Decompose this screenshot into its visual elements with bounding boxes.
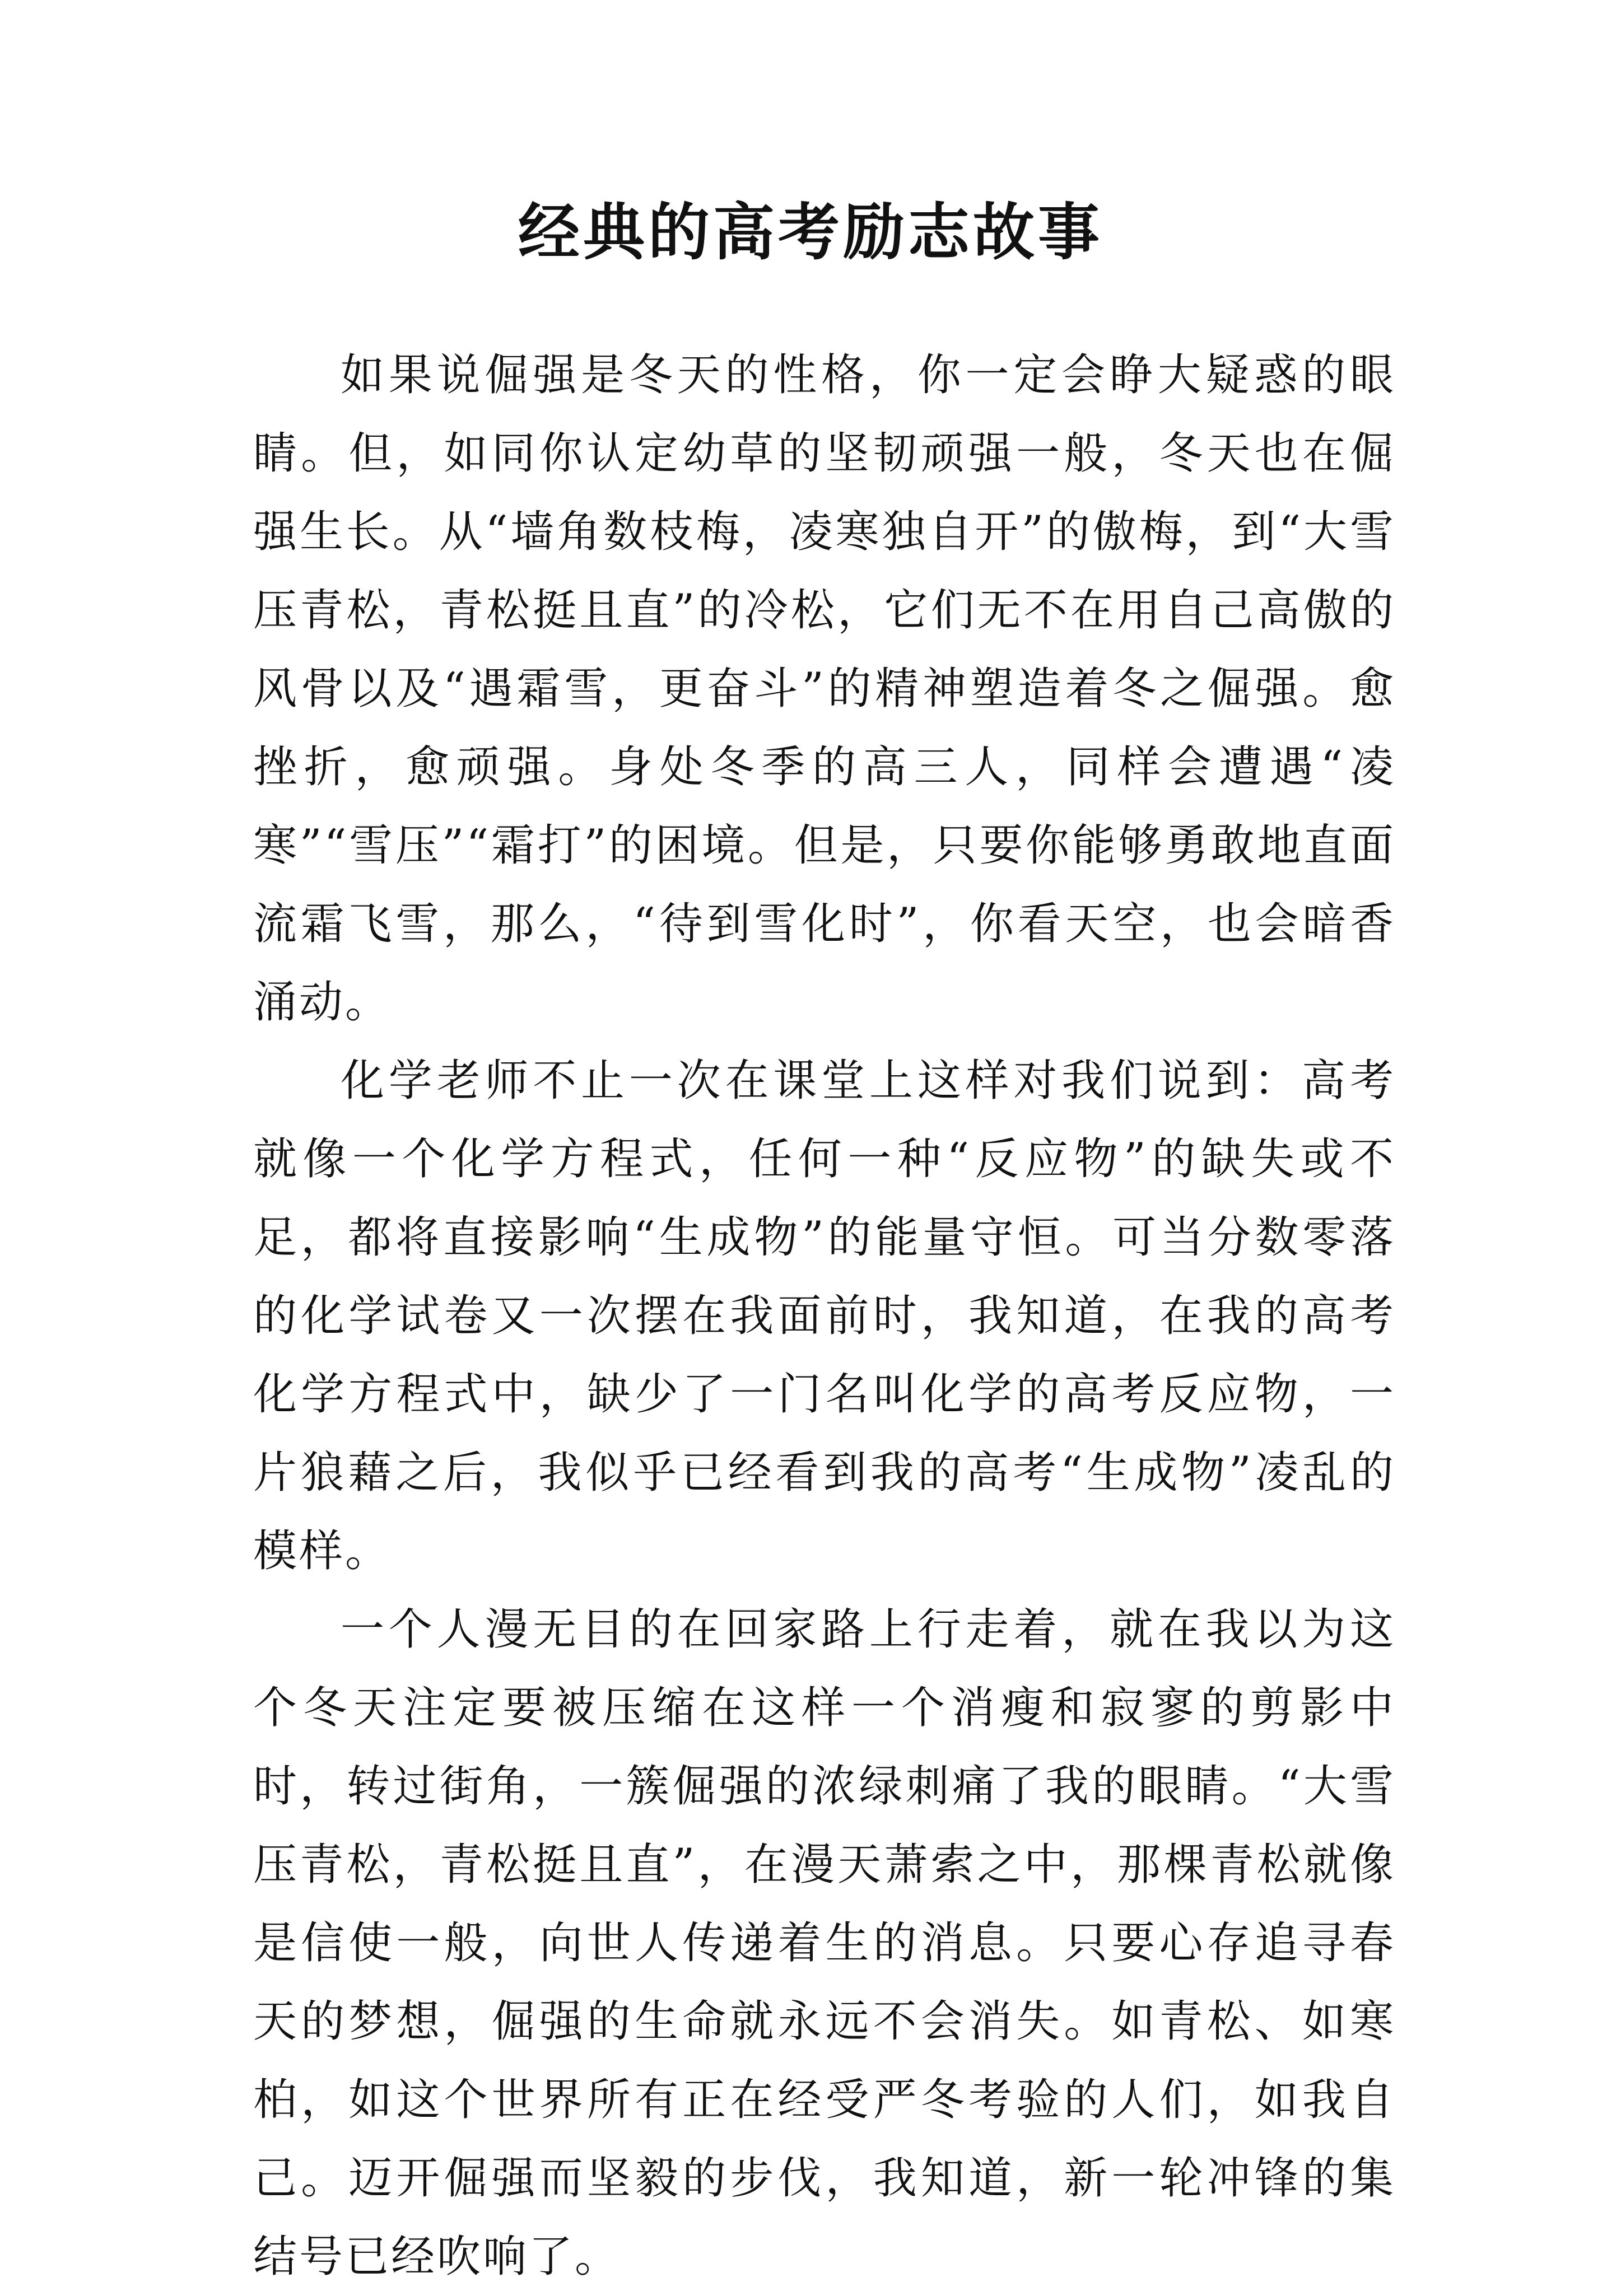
- document-body: [253, 336, 1396, 2296]
- paragraph-3: 一个人漫无目的在回家路上行走着，就在我以为这个冬天注定要被压缩在这样一个消瘦和寂寥的剪影中时，转过街角，一簇倔强的浓绿刺痛了我的眼睛。“大雪压青松，青松挺且直”，在漫天萧索之中，那棵青松就像是信使一般，向世人传递着生的消息。只要心存追寻春天的梦想，倔强的生命就永远不会消失。如青松、如寒柏，如这个世界所有正在经受严冬考验的人们，如我自己。迈开倔强而坚毅的步伐，我知道，新一轮冲锋的集结号已经吹响了。: [253, 1604, 1396, 2282]
- paragraph-2: 化学老师不止一次在课堂上这样对我们说到：高考就像一个化学方程式，任何一种“反应物”的缺失或不足，都将直接影响“生成物”的能量守恒。可当分数零落的化学试卷又一次摆在我面前时，我知道，在我的高考化学方程式中，缺少了一门名叫化学的高考反应物，一片狼藉之后，我似乎已经看到我的高考“生成物”凌乱的模样。: [253, 1056, 1396, 1576]
- document-title: 经典的高考励志故事: [518, 196, 1103, 268]
- paragraph-1: 如果说倔强是冬天的性格，你一定会睁大疑惑的眼睛。但，如同你认定幼草的坚韧顽强一般，冬天也在倔强生长。从“墙角数枝梅，凌寒独自开”的傲梅，到“大雪压青松，青松挺且直”的冷松，它们无不在用自己高傲的风骨以及“遇霜雪，更奋斗”的精神塑造着冬之倔强。愈挫折，愈顽强。身处冬季的高三人，同样会遭遇“凌寒”“雪压”“霜打”的困境。但是，只要你能够勇敢地直面流霜飞雪，那么，“待到雪化时”，你看天空，也会暗香涌动。: [253, 350, 1396, 1028]
